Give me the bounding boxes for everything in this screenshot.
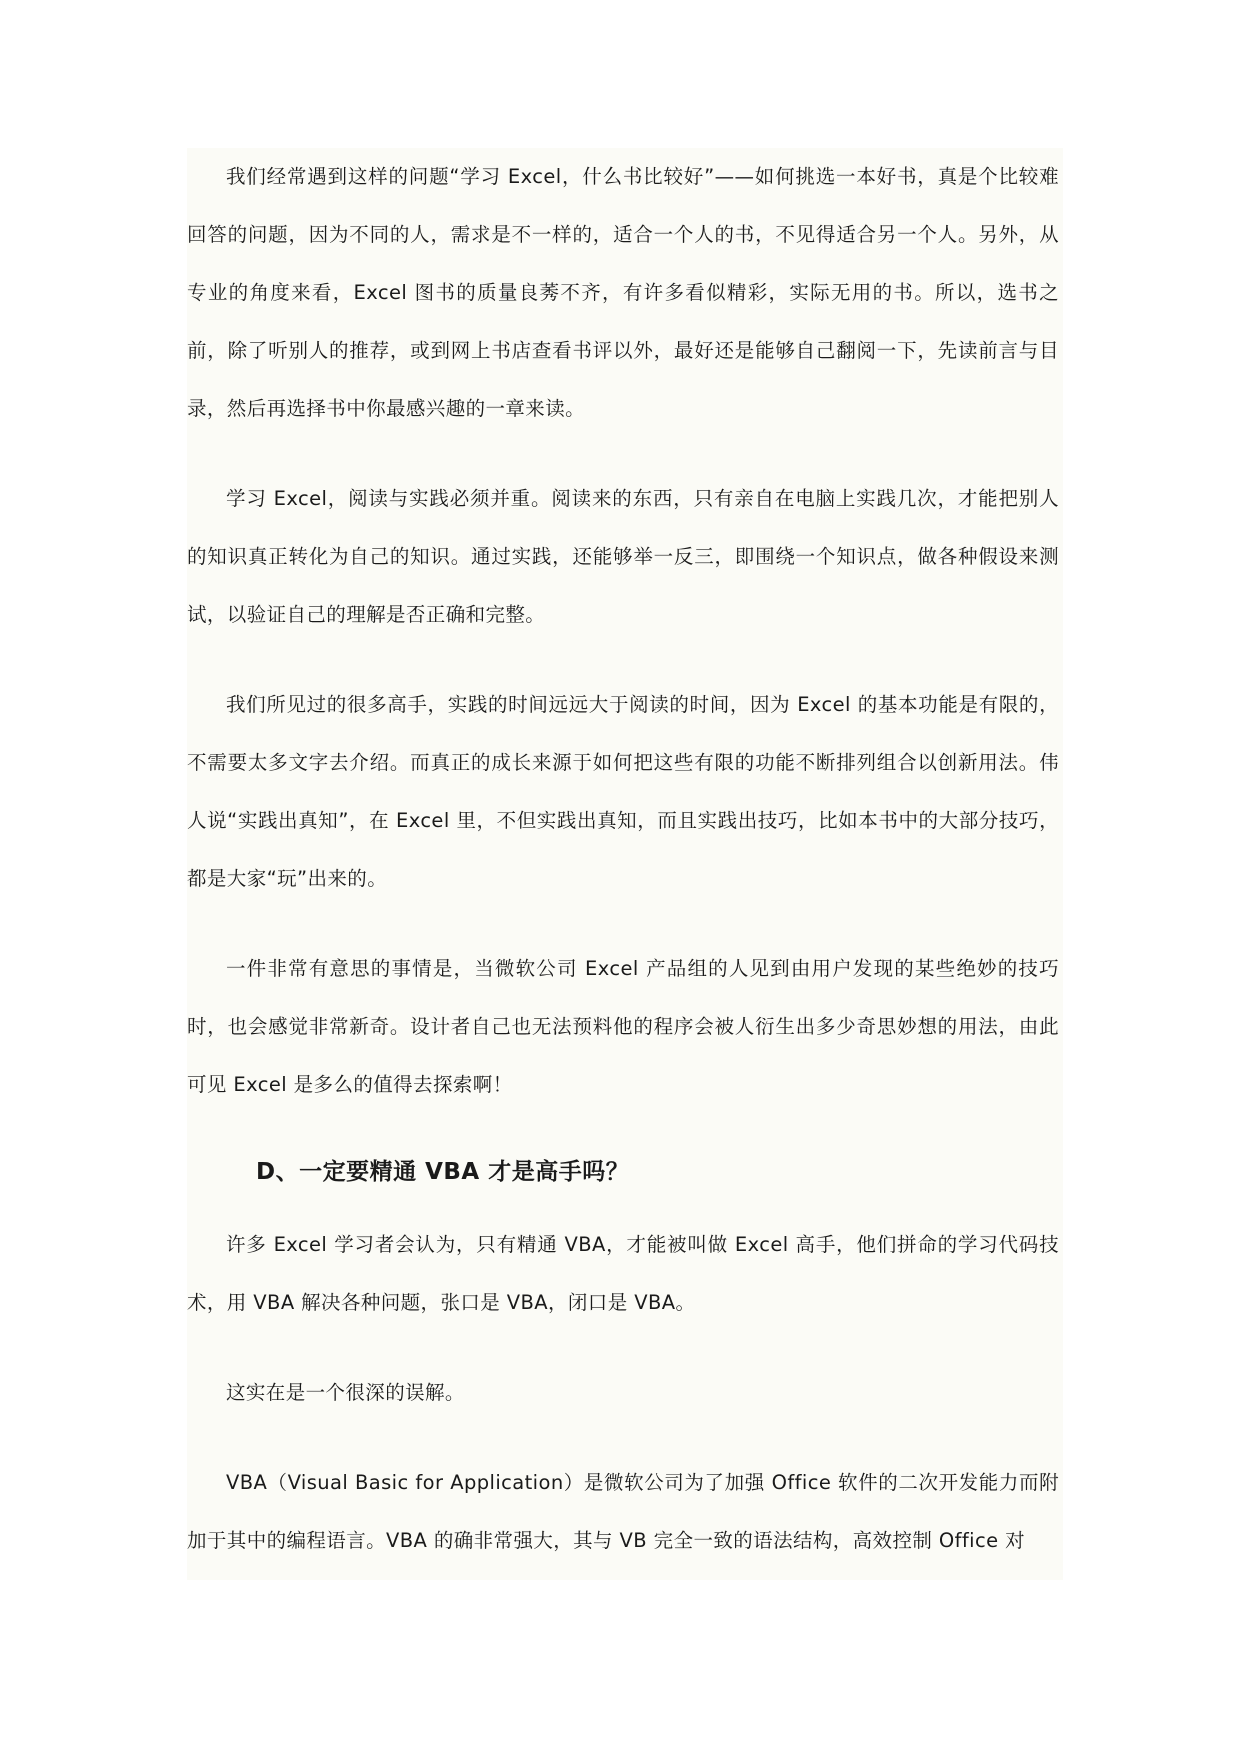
paragraph-microsoft-surprise: 一件非常有意思的事情是，当微软公司 Excel 产品组的人见到由用户发现的某些绝妙的技巧时，也会感觉非常新奇。设计者自己也无法预料他的程序会被人衍生出多少奇思妙想的用法，由此可见 Excel 是多么的值得去探索啊！ bbox=[187, 957, 1059, 1096]
paragraph-vba-definition: VBA（Visual Basic for Application）是微软公司为了加强 Office 软件的二次开发能力而附加于其中的编程语言。VBA 的确非常强大，其与 VB 完全一致的语法结构，高效控制 Office 对 bbox=[187, 1471, 1059, 1552]
paragraph-practice-makes-experts: 我们所见过的很多高手，实践的时间远远大于阅读的时间，因为 Excel 的基本功能是有限的，不需要太多文字去介绍。而真正的成长来源于如何把这些有限的功能不断排列组合以创新用法。伟人说“实践出真知”，在 Excel 里，不但实践出真知，而且实践出技巧，比如本书中的大部分技巧，都是大家“玩”出来的。 bbox=[187, 693, 1059, 890]
paragraph-vba-misconception: 许多 Excel 学习者会认为，只有精通 VBA，才能被叫做 Excel 高手，他们拼命的学习代码技术，用 VBA 解决各种问题，张口是 VBA，闭口是 VBA。 bbox=[187, 1233, 1059, 1314]
paragraph-deep-misunderstanding: 这实在是一个很深的误解。 bbox=[226, 1381, 465, 1404]
document-body bbox=[187, 148, 1059, 1570]
paragraph-choosing-books: 我们经常遇到这样的问题“学习 Excel，什么书比较好”——如何挑选一本好书，真是个比较难回答的问题，因为不同的人，需求是不一样的，适合一个人的书，不见得适合另一个人。另外，从专业的角度来看，Excel 图书的质量良莠不齐，有许多看似精彩，实际无用的书。所以，选书之前，除了听别人的推荐，或到网上书店查看书评以外，最好还是能够自己翻阅一下，先读前言与目录，然后再选择书中你最感兴趣的一章来读。 bbox=[187, 165, 1059, 420]
section-heading-vba: D、一定要精通 VBA 才是高手吗？ bbox=[256, 1159, 630, 1185]
paragraph-reading-and-practice: 学习 Excel，阅读与实践必须并重。阅读来的东西，只有亲自在电脑上实践几次，才能把别人的知识真正转化为自己的知识。通过实践，还能够举一反三，即围绕一个知识点，做各种假设来测试，以验证自己的理解是否正确和完整。 bbox=[187, 487, 1059, 626]
